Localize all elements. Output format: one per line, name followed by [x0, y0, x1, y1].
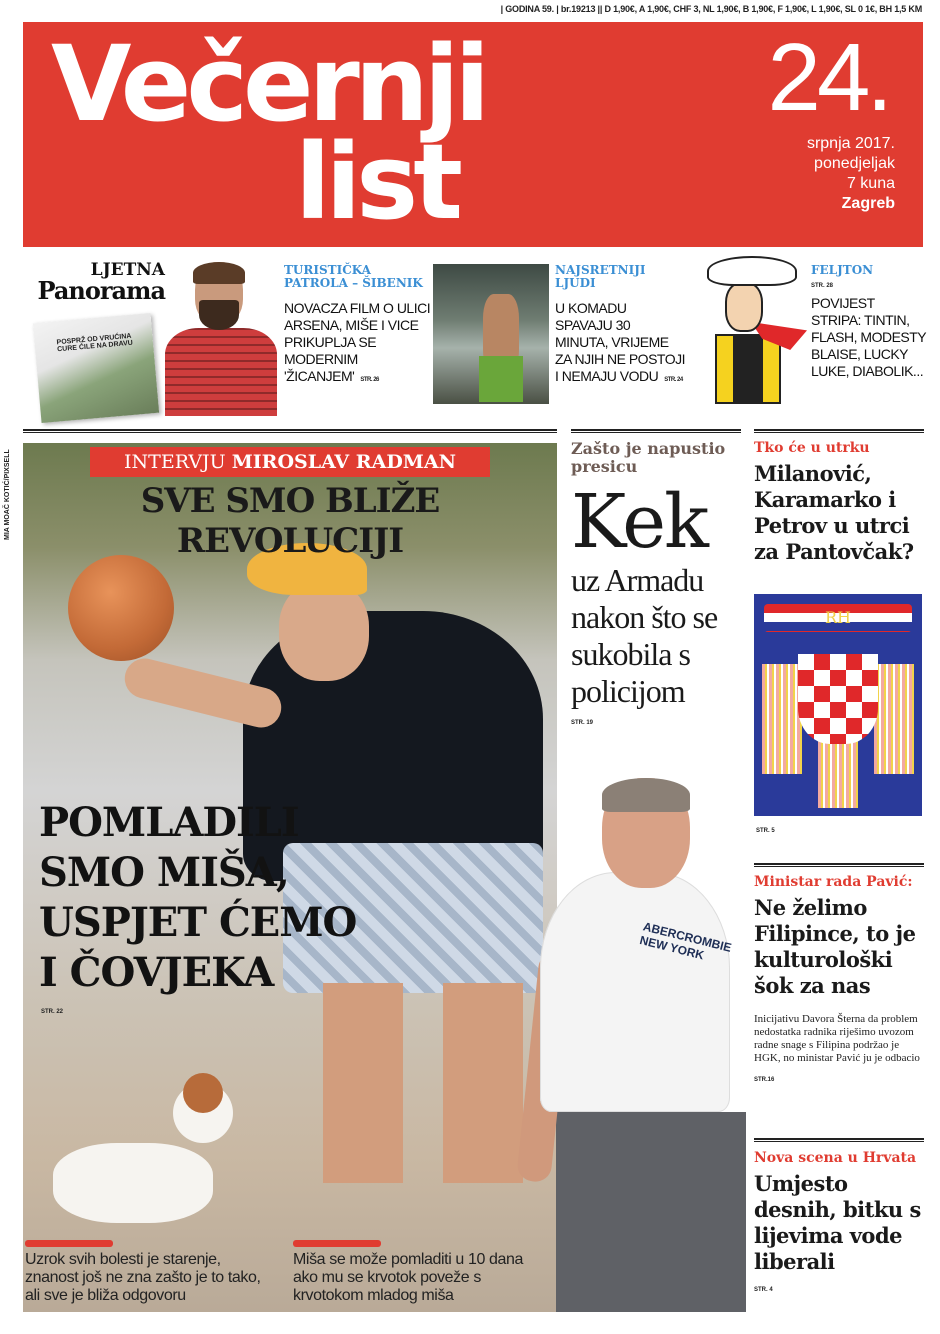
presidential-coat-of-arms [754, 594, 922, 816]
hero-title[interactable]: SVE SMO BLIŽE REVOLUCIJI [140, 481, 440, 561]
date-month-year: srpnja 2017. [806, 135, 895, 152]
hair [193, 262, 245, 284]
tag-prefix: INTERVJU [124, 451, 226, 473]
logo-list[interactable]: list [295, 121, 458, 243]
hair [602, 778, 690, 812]
vest [733, 336, 763, 402]
fringe [762, 664, 802, 774]
hero-story[interactable] [23, 443, 557, 1312]
story-headline: Umjesto desnih, bitku s lijevima vode liberali [754, 1171, 921, 1274]
masthead [23, 22, 923, 247]
page-ref: STR. 22 [41, 1009, 64, 1015]
headline-line: I ČOVJEKA [39, 949, 274, 996]
price: 7 kuna [846, 175, 895, 192]
checkerboard-shield [798, 654, 878, 744]
page-ref: STR. 5 [756, 828, 775, 834]
beard [199, 300, 239, 330]
story-headline: Ne želimo Filipince, to je kulturološki šok za nas [754, 895, 916, 998]
city: Zagreb [841, 195, 895, 212]
headline-line: POMLADILI [39, 799, 299, 846]
page-ref: STR. 4 [754, 1287, 773, 1293]
panorama-line1: LJETNA [90, 260, 165, 280]
teaser-sibenik[interactable] [284, 264, 434, 389]
teaser-kicker: TURISTIČKA PATROLA – ŠIBENIK [284, 263, 423, 290]
white-tshirt [540, 872, 730, 1112]
caption-bar [25, 1240, 113, 1247]
plaid-shirt [165, 328, 277, 416]
teaser-kicker: FELJTON [811, 263, 874, 277]
caption [25, 1240, 275, 1305]
page-ref: STR. 26 [360, 377, 379, 383]
cowboy-hat [707, 256, 797, 286]
photo-credit: MIA MOAČ KOTIĆ/PIXSELL [4, 449, 11, 540]
basketball [68, 555, 174, 661]
face [725, 282, 763, 332]
divider [571, 429, 741, 433]
hero-big-headline[interactable] [39, 798, 356, 998]
story-body: Inicijativu Davora Šterna da problem nedostatka radnika riješimo uvozom radne snage s Filipina podržao je HGK, no ministar Pavić ju je odbacio [754, 1013, 920, 1064]
shirt-print: ABERCROMBIE NEW YORK [638, 919, 733, 963]
divider [23, 429, 557, 433]
lucky-luke-illustration[interactable] [659, 256, 807, 416]
teaser-text-body: U KOMADU SPAVAJU 30 MINUTA, VRIJEME ZA NJIH NE POSTOJI I NEMAJU VODU [555, 300, 685, 384]
divider [754, 863, 924, 867]
headline-line: SMO MIŠA, [39, 849, 289, 896]
story-big-word: Kek [571, 479, 707, 565]
kek-photo[interactable] [540, 772, 748, 1312]
logo-vecernji[interactable]: Večernji [51, 23, 486, 145]
grey-pants [556, 1112, 746, 1312]
teaser-kicker: NAJSRETNIJI LJUDI [555, 263, 646, 290]
issue-price-line: | GODINA 59. | br.19213 || D 1,90€, A 1,90€, CHF 3, NL 1,90€, B 1,90€, F 1,90€, L 1,90€, SL 0 1€, BH 1,5 KM [500, 4, 922, 14]
page-ref: STR. 28 [811, 283, 834, 289]
story-kicker: Tko će u utrku [754, 440, 870, 456]
story-subhead: uz Armadu nakon što se sukobila s policijom [571, 562, 718, 709]
coat-text: RH [825, 608, 851, 627]
dog-body [53, 1143, 213, 1223]
green-shorts [479, 356, 523, 402]
sloth-carrier-photo[interactable] [433, 264, 549, 404]
caption-text: Uzrok svih bolesti je starenje, znanost još ne zna zašto je to tako, ali sve je bliža odgovoru [25, 1251, 261, 1304]
page-ref: STR.16 [754, 1077, 775, 1083]
story-kicker: Nova scena u Hrvata [754, 1150, 917, 1166]
story-pantovcak[interactable] [754, 440, 924, 565]
page-ref: STR. 19 [571, 720, 594, 726]
dog-photo [33, 1063, 233, 1243]
bearded-man-photo[interactable] [165, 262, 277, 416]
date-info [807, 134, 895, 214]
dog-ear [183, 1073, 223, 1113]
fringe [818, 734, 858, 808]
teaser-text: POVIJEST STRIPA: TINTIN, FLASH, MODESTY BLAISE, LUCKY LUKE, DIABOLIK... [811, 295, 926, 379]
teaser-text [284, 300, 434, 389]
kek-story[interactable] [571, 440, 741, 726]
caption-bar [293, 1240, 381, 1247]
panorama-logo[interactable] [27, 262, 165, 303]
teaser-text-body: NOVACZA FILM O ULICI ARSENA, MIŠE I VICE PRIKUPLJA SE MODERNIM 'ŽICANJEM' [284, 300, 431, 384]
panorama-magazine-image[interactable] [33, 313, 159, 423]
fringe [874, 664, 914, 774]
head [279, 581, 369, 681]
legs [323, 983, 523, 1183]
weekday: ponedjeljak [814, 155, 895, 172]
teaser-strip [23, 256, 926, 416]
story-kicker: Ministar rada Pavić: [754, 874, 913, 890]
caption-text: Miša se može pomladiti u 10 dana ako mu se krvotok poveže s krvotokom mladog miša [293, 1251, 523, 1304]
caption [293, 1240, 543, 1305]
page-ref: STR. 24 [664, 377, 683, 383]
tag-name: MIROSLAV RADMAN [231, 451, 456, 473]
story-headline: Milanović, Karamarko i Petrov u utrci za Pantovčak? [754, 461, 914, 564]
panorama-line2: Panorama [37, 276, 165, 305]
divider [754, 1138, 924, 1142]
story-filipinci[interactable] [754, 874, 924, 1083]
divider [754, 429, 924, 433]
story-liberali[interactable] [754, 1150, 924, 1293]
magazine-headline: POSPRŽ OD VRUĆINA CURE ĆILE NA DRAVU [56, 332, 134, 354]
date-day: 24. [767, 24, 889, 131]
teaser-feljton[interactable] [811, 264, 926, 380]
interview-tag [90, 447, 490, 477]
story-kicker: Zašto je napustio presicu [571, 439, 726, 476]
headline-line: USPJET ĆEMO [39, 899, 357, 946]
